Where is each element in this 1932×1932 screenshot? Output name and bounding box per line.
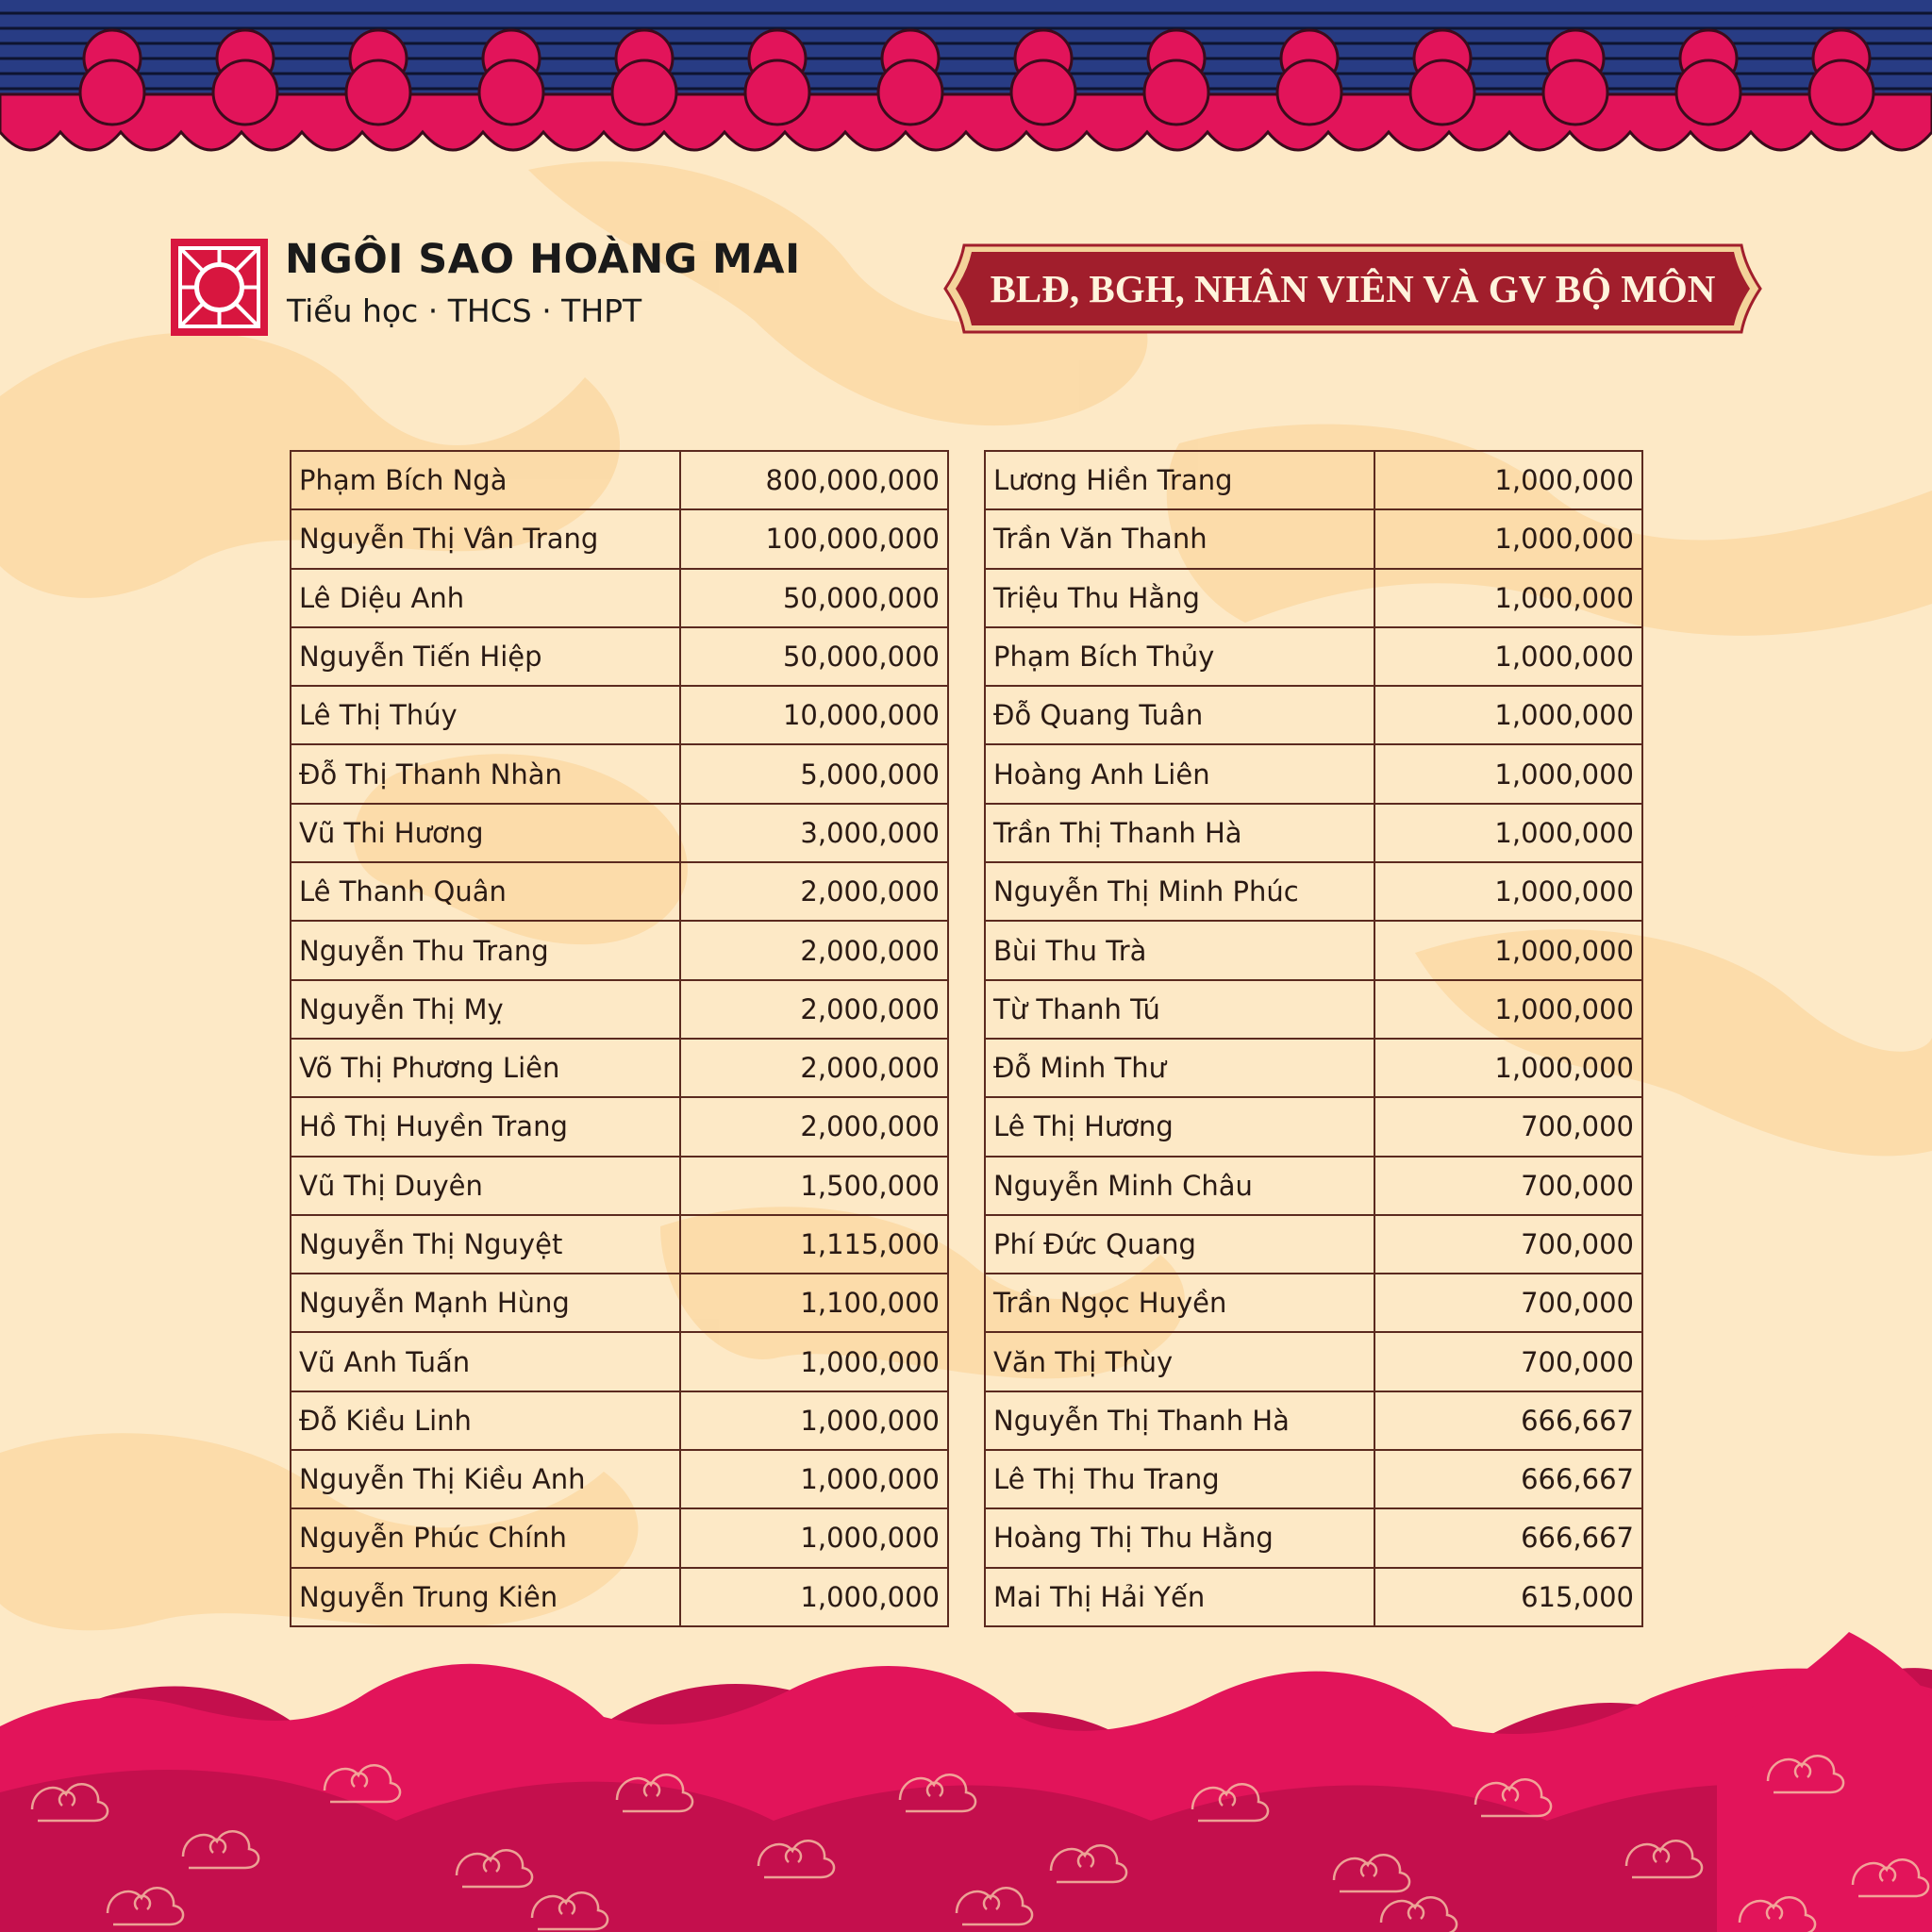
donor-name: Hoàng Anh Liên xyxy=(985,744,1374,803)
table-row xyxy=(291,686,948,744)
donor-name: Nguyễn Thị Mỵ xyxy=(291,980,680,1039)
table-row xyxy=(985,1274,1642,1332)
table-row xyxy=(985,862,1642,921)
donor-name: Nguyễn Thị Kiều Anh xyxy=(291,1450,680,1508)
donation-amount: 1,000,000 xyxy=(1374,627,1642,686)
donor-name: Đỗ Quang Tuân xyxy=(985,686,1374,744)
table-row xyxy=(291,1157,948,1215)
table-row xyxy=(291,1450,948,1508)
donation-amount: 1,000,000 xyxy=(680,1391,948,1450)
donation-amount: 666,667 xyxy=(1374,1450,1642,1508)
donor-name: Nguyễn Thu Trang xyxy=(291,921,680,979)
table-row xyxy=(985,1568,1642,1626)
table-row xyxy=(291,1332,948,1391)
table-row xyxy=(985,1332,1642,1391)
donor-name: Phí Đức Quang xyxy=(985,1215,1374,1274)
table-row xyxy=(291,862,948,921)
donor-name: Lê Thị Hương xyxy=(985,1097,1374,1156)
donor-name: Văn Thị Thùy xyxy=(985,1332,1374,1391)
table-row xyxy=(985,1391,1642,1450)
banner-title: BLĐ, BGH, NHÂN VIÊN VÀ GV BỘ MÔN xyxy=(990,267,1716,310)
donor-name: Bùi Thu Trà xyxy=(985,921,1374,979)
donation-amount: 50,000,000 xyxy=(680,627,948,686)
donation-amount: 2,000,000 xyxy=(680,862,948,921)
donor-name: Võ Thị Phương Liên xyxy=(291,1039,680,1097)
donor-name: Nguyễn Phúc Chính xyxy=(291,1508,680,1567)
table-row xyxy=(291,451,948,509)
donor-name: Trần Ngọc Huyền xyxy=(985,1274,1374,1332)
donation-amount: 10,000,000 xyxy=(680,686,948,744)
donation-amount: 1,000,000 xyxy=(680,1332,948,1391)
table-row xyxy=(985,1215,1642,1274)
table-row xyxy=(291,921,948,979)
donation-amount: 5,000,000 xyxy=(680,744,948,803)
school-name: NGÔI SAO HOÀNG MAI xyxy=(285,236,801,283)
donor-name: Trần Văn Thanh xyxy=(985,509,1374,568)
table-row xyxy=(985,744,1642,803)
donation-amount: 1,000,000 xyxy=(680,1568,948,1626)
table-row xyxy=(291,1039,948,1097)
donation-amount: 1,100,000 xyxy=(680,1274,948,1332)
donor-name: Lê Thị Thu Trang xyxy=(985,1450,1374,1508)
donation-amount: 700,000 xyxy=(1374,1332,1642,1391)
donor-name: Nguyễn Thị Thanh Hà xyxy=(985,1391,1374,1450)
donor-name: Hoàng Thị Thu Hằng xyxy=(985,1508,1374,1567)
table-row xyxy=(291,1391,948,1450)
donation-amount: 1,000,000 xyxy=(1374,862,1642,921)
donation-amount: 700,000 xyxy=(1374,1215,1642,1274)
donor-name: Nguyễn Thị Vân Trang xyxy=(291,509,680,568)
donation-amount: 1,115,000 xyxy=(680,1215,948,1274)
donation-amount: 700,000 xyxy=(1374,1157,1642,1215)
table-row xyxy=(985,1039,1642,1097)
table-row xyxy=(291,1097,948,1156)
donor-name: Lê Thị Thúy xyxy=(291,686,680,744)
table-row xyxy=(291,1215,948,1274)
donor-name: Lê Diệu Anh xyxy=(291,569,680,627)
donor-name: Nguyễn Mạnh Hùng xyxy=(291,1274,680,1332)
donor-name: Nguyễn Thị Minh Phúc xyxy=(985,862,1374,921)
donation-amount: 666,667 xyxy=(1374,1508,1642,1567)
donation-amount: 615,000 xyxy=(1374,1568,1642,1626)
donor-name: Trần Thị Thanh Hà xyxy=(985,804,1374,862)
table-row xyxy=(291,569,948,627)
donation-amount: 1,000,000 xyxy=(680,1508,948,1567)
donation-amount: 1,500,000 xyxy=(680,1157,948,1215)
table-row xyxy=(985,980,1642,1039)
donor-name: Nguyễn Tiến Hiệp xyxy=(291,627,680,686)
donor-name: Vũ Anh Tuấn xyxy=(291,1332,680,1391)
bottom-wave-band xyxy=(0,1632,1932,1932)
donation-amount: 800,000,000 xyxy=(680,451,948,509)
donation-amount: 2,000,000 xyxy=(680,921,948,979)
donor-name: Phạm Bích Thủy xyxy=(985,627,1374,686)
donation-amount: 2,000,000 xyxy=(680,1039,948,1097)
donor-table-right xyxy=(984,450,1643,1627)
table-row xyxy=(291,509,948,568)
top-roof-band xyxy=(0,0,1932,150)
table-row xyxy=(985,451,1642,509)
table-row xyxy=(291,1568,948,1626)
donor-name: Lương Hiền Trang xyxy=(985,451,1374,509)
donor-table-left xyxy=(290,450,949,1627)
donor-name: Lê Thanh Quân xyxy=(291,862,680,921)
donor-name: Nguyễn Minh Châu xyxy=(985,1157,1374,1215)
donation-amount: 2,000,000 xyxy=(680,980,948,1039)
donation-amount: 2,000,000 xyxy=(680,1097,948,1156)
donor-name: Đỗ Thị Thanh Nhàn xyxy=(291,744,680,803)
table-row xyxy=(291,980,948,1039)
donor-name: Vũ Thi Hương xyxy=(291,804,680,862)
donation-amount: 1,000,000 xyxy=(1374,921,1642,979)
table-row xyxy=(291,744,948,803)
donor-name: Nguyễn Trung Kiên xyxy=(291,1568,680,1626)
donor-name: Đỗ Kiều Linh xyxy=(291,1391,680,1450)
table-row xyxy=(985,921,1642,979)
table-row xyxy=(985,569,1642,627)
title-banner xyxy=(943,243,1762,334)
donation-amount: 1,000,000 xyxy=(1374,1039,1642,1097)
donor-name: Đỗ Minh Thư xyxy=(985,1039,1374,1097)
donor-name: Hồ Thị Huyền Trang xyxy=(291,1097,680,1156)
donation-amount: 1,000,000 xyxy=(1374,509,1642,568)
donation-amount: 700,000 xyxy=(1374,1274,1642,1332)
school-logo-icon xyxy=(171,239,268,336)
donor-name: Phạm Bích Ngà xyxy=(291,451,680,509)
table-row xyxy=(985,509,1642,568)
table-row xyxy=(291,804,948,862)
donation-amount: 100,000,000 xyxy=(680,509,948,568)
donation-amount: 666,667 xyxy=(1374,1391,1642,1450)
table-row xyxy=(985,686,1642,744)
donation-amount: 1,000,000 xyxy=(1374,569,1642,627)
table-row xyxy=(985,1157,1642,1215)
table-row xyxy=(291,627,948,686)
donation-amount: 1,000,000 xyxy=(1374,686,1642,744)
donation-amount: 1,000,000 xyxy=(1374,980,1642,1039)
table-row xyxy=(985,1450,1642,1508)
donation-amount: 3,000,000 xyxy=(680,804,948,862)
donation-amount: 700,000 xyxy=(1374,1097,1642,1156)
donor-name: Mai Thị Hải Yến xyxy=(985,1568,1374,1626)
donor-name: Triệu Thu Hằng xyxy=(985,569,1374,627)
table-row xyxy=(291,1508,948,1567)
donation-amount: 1,000,000 xyxy=(1374,744,1642,803)
table-row xyxy=(985,804,1642,862)
donation-amount: 1,000,000 xyxy=(1374,804,1642,862)
donation-amount: 1,000,000 xyxy=(1374,451,1642,509)
table-row xyxy=(985,1508,1642,1567)
table-row xyxy=(985,1097,1642,1156)
donor-name: Từ Thanh Tú xyxy=(985,980,1374,1039)
donor-name: Nguyễn Thị Nguyệt xyxy=(291,1215,680,1274)
donor-name: Vũ Thị Duyên xyxy=(291,1157,680,1215)
donation-amount: 1,000,000 xyxy=(680,1450,948,1508)
table-row xyxy=(985,627,1642,686)
donation-amount: 50,000,000 xyxy=(680,569,948,627)
table-row xyxy=(291,1274,948,1332)
school-levels: Tiểu học · THCS · THPT xyxy=(287,292,642,329)
